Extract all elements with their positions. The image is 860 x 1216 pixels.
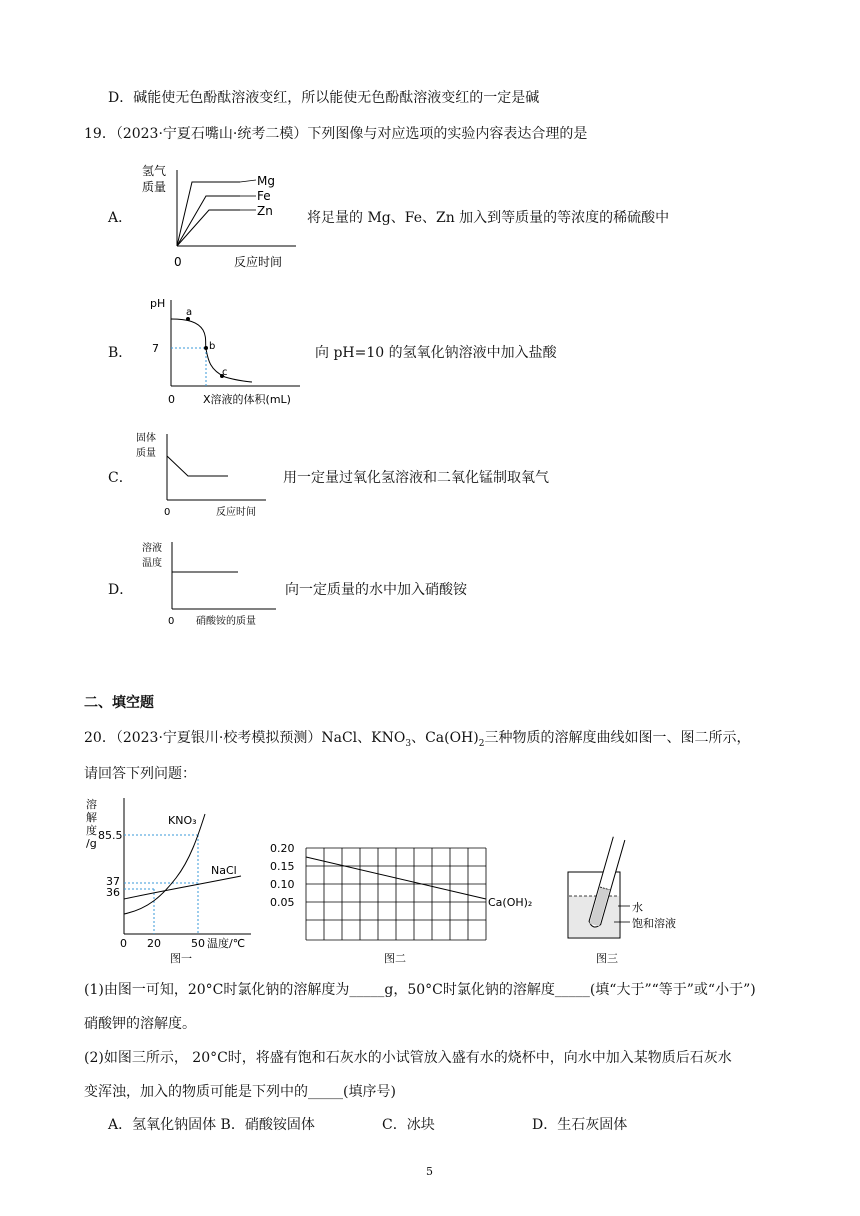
- q19-option-c-letter: C．: [108, 470, 133, 486]
- formula-kno3-sub: 3: [405, 738, 412, 749]
- fig1-ytick-36: 36: [106, 886, 120, 899]
- fig2-ytick-015: 0.15: [270, 860, 295, 873]
- curve-zn: [177, 210, 240, 246]
- graph-c-xlabel: 反应时间: [216, 507, 256, 518]
- point-a-label: a: [186, 307, 193, 318]
- fig1-series-kno3: KNO₃: [168, 814, 197, 827]
- q19-option-a-letter: A．: [108, 210, 133, 226]
- graph-d-ylabel-1: 溶液: [142, 543, 162, 554]
- graph-d-origin: 0: [168, 616, 175, 627]
- formula-caoh2: [425, 730, 485, 749]
- fig1-ytick-37: 37: [106, 875, 120, 888]
- fig2-ytick-010: 0.10: [270, 878, 295, 891]
- fig1-xtick-50: 50: [191, 937, 205, 950]
- leader-mg: [240, 180, 256, 182]
- q19-option-a-text: 将足量的 Mg、Fe、Zn 加入到等质量的等浓度的稀硫酸中: [307, 210, 670, 226]
- q19-option-d-text: 向一定质量的水中加入硝酸铵: [285, 582, 467, 598]
- series-label-zn: Zn: [257, 204, 273, 218]
- graph-c-ylabel-2: 质量: [136, 448, 156, 459]
- page-number: 5: [426, 1165, 433, 1178]
- fig1-series-nacl: NaCl: [211, 864, 237, 877]
- q20-sub1-line2: 硝酸钾的溶解度。: [84, 1016, 196, 1032]
- q20-sub1-line1: (1)由图一可知，20°C时氯化钠的溶解度为_____g，50°C时氯化钠的溶解度_____(填“大于”“等于”或“小于”): [84, 982, 756, 998]
- fig1-caption: 图一: [170, 952, 192, 965]
- formula-kno3: [371, 730, 412, 749]
- fig1-xtick-0: 0: [120, 937, 127, 950]
- fig3-label-solution: 饱和溶液: [632, 917, 676, 930]
- q20-separator: 、: [411, 730, 426, 746]
- graph-a-origin: 0: [174, 255, 182, 269]
- graph-c-origin: 0: [164, 507, 171, 518]
- q20-stem-suffix: 三种物质的溶解度曲线如图一、图二所示，: [484, 730, 751, 746]
- graph-a: [136, 158, 306, 273]
- fig2-caption: 图二: [384, 952, 406, 965]
- graph-b-origin: 0: [168, 393, 175, 406]
- q20-stem: [84, 728, 750, 754]
- q19-option-b-text: 向 pH=10 的氢氧化钠溶液中加入盐酸: [315, 345, 557, 361]
- graph-d-ylabel-2: 温度: [142, 558, 162, 569]
- figure-1-solubility: [86, 794, 266, 966]
- fig3-caption: 图三: [596, 952, 618, 965]
- graph-b-xlabel: X溶液的体积(mL): [203, 393, 291, 406]
- figure-3-beaker: [560, 828, 700, 968]
- curve-mg: [177, 182, 240, 246]
- q20-choice-c: C．冰块: [382, 1117, 435, 1133]
- nacl-curve: [124, 876, 241, 899]
- point-b: [204, 346, 208, 350]
- q19-option-c-text: 用一定量过氧化氢溶液和二氧化锰制取氧气: [283, 470, 549, 486]
- point-c-label: c: [222, 367, 228, 378]
- graph-b: [140, 292, 310, 410]
- q19-option-d-letter: D．: [108, 582, 134, 598]
- q20-sub2-line1: (2)如图三所示， 20°C时，将盛有饱和石灰水的小试管放入盛有水的烧杯中，向水中加入某物质后石灰水: [84, 1050, 732, 1066]
- solid-mass-curve: [167, 456, 228, 476]
- fig1-ylabel-4: /g: [86, 837, 97, 850]
- formula-caoh2-base: Ca(OH): [425, 730, 479, 746]
- series-label-mg: Mg: [257, 174, 275, 188]
- series-label-fe: Fe: [257, 189, 271, 203]
- fig3-label-water: 水: [632, 901, 643, 914]
- fig2-series-label: Ca(OH)₂: [488, 896, 533, 909]
- graph-a-ylabel-2: 质量: [142, 180, 167, 194]
- fig1-xlabel: 温度/℃: [207, 937, 246, 950]
- q19-option-b-letter: B．: [108, 345, 133, 361]
- fig1-ylabel-1: 溶: [86, 798, 97, 811]
- section-title: 二、填空题: [84, 695, 154, 711]
- q20-choice-d: D．生石灰固体: [532, 1117, 628, 1133]
- q19-stem: 19．（2023·宁夏石嘴山·统考二模）下列图像与对应选项的实验内容表达合理的是: [84, 126, 588, 142]
- q20-stem-line2: 请回答下列问题：: [84, 766, 196, 782]
- fig2-grid: [306, 848, 486, 940]
- kno3-curve: [124, 814, 205, 914]
- graph-c-ylabel-1: 固体: [136, 433, 156, 444]
- fig2-ytick-005: 0.05: [270, 896, 295, 909]
- formula-caoh2-sub: 2: [478, 738, 485, 749]
- fig1-ylabel-2: 解: [86, 811, 97, 824]
- graph-d-xlabel: 硝酸铵的质量: [196, 616, 256, 627]
- fig1-ylabel-3: 度: [86, 824, 97, 837]
- graph-b-ylabel: pH: [150, 297, 166, 310]
- q20-stem-prefix: 20．（2023·宁夏银川·校考模拟预测）NaCl、: [84, 730, 372, 746]
- formula-kno3-base: KNO: [371, 730, 406, 746]
- fig2-ytick-020: 0.20: [270, 842, 295, 855]
- fig1-xtick-20: 20: [147, 937, 161, 950]
- graph-a-xlabel: 反应时间: [234, 255, 283, 269]
- q20-choice-ab: A．氢氧化钠固体 B．硝酸铵固体: [108, 1117, 315, 1133]
- q18-option-d: D．碱能使无色酚酞溶液变红，所以能使无色酚酞溶液变红的一定是碱: [108, 90, 540, 106]
- graph-c: [136, 428, 276, 520]
- figure-2-caoh2: [270, 838, 560, 968]
- graph-a-ylabel-1: 氢气: [142, 164, 167, 178]
- fig1-ytick-855: 85.5: [98, 829, 123, 842]
- q20-sub2-line2: 变浑浊，加入的物质可能是下列中的_____(填序号): [84, 1084, 396, 1100]
- point-b-label: b: [209, 341, 216, 352]
- graph-d: [136, 538, 286, 633]
- graph-b-tick-7: 7: [152, 342, 159, 355]
